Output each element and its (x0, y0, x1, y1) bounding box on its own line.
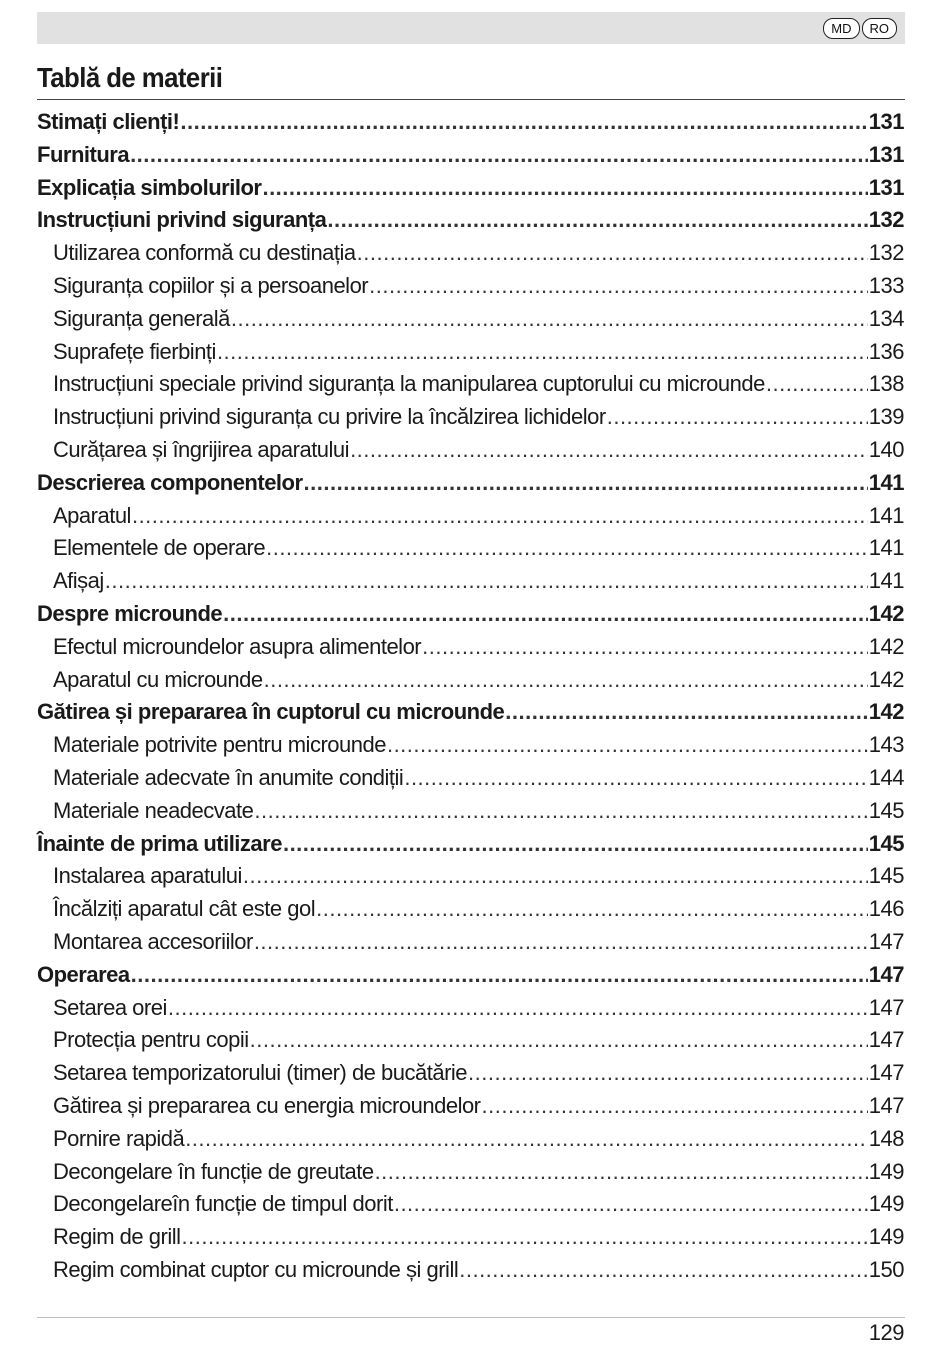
toc-entry-label: Regim combinat cuptor cu microunde și grill (53, 1256, 459, 1282)
toc-entry-page: 141 (868, 502, 904, 528)
toc-entry-label: Suprafețe fierbinți (53, 338, 216, 364)
toc-entry[interactable] (37, 434, 904, 467)
toc-entry-page: 142 (868, 600, 904, 626)
toc-entry-page: 141 (868, 469, 904, 495)
toc-entry-page: 143 (868, 732, 904, 758)
toc-dot-leader (375, 1156, 868, 1189)
toc-entry-page: 131 (868, 141, 904, 167)
toc-dot-leader (131, 959, 868, 992)
toc-entry-page: 132 (868, 207, 904, 233)
toc-dot-leader (182, 1221, 868, 1254)
toc-entry-label: Siguranța copiilor și a persoanelor (53, 272, 369, 298)
toc-entry-page: 145 (868, 797, 904, 823)
toc-entry-label: Afișaj (53, 568, 104, 594)
toc-dot-leader (185, 1123, 868, 1156)
toc-entry-label: Descrierea componentelor (37, 469, 303, 495)
toc-entry-label: Utilizarea conformă cu destinația (53, 240, 356, 266)
toc-entry[interactable] (37, 336, 904, 369)
toc-dot-leader (505, 696, 868, 729)
toc-entry-label: Curățarea și îngrijirea aparatului (53, 436, 350, 462)
toc-entry[interactable] (37, 729, 904, 762)
toc-entry[interactable] (37, 893, 904, 926)
toc-dot-leader (168, 992, 868, 1025)
toc-dot-leader (262, 172, 867, 205)
toc-entry-label: Materiale potrivite pentru microunde (53, 732, 386, 758)
toc-entry-page: 142 (868, 699, 904, 725)
toc-entry[interactable] (37, 237, 904, 270)
toc-dot-leader (283, 828, 868, 861)
toc-entry-label: Materiale neadecvate (53, 797, 254, 823)
toc-dot-leader (180, 106, 867, 139)
toc-entry-page: 145 (868, 863, 904, 889)
toc-entry[interactable] (37, 631, 904, 664)
toc-entry[interactable] (37, 1254, 904, 1287)
toc-entry-label: Aparatul (53, 502, 131, 528)
toc-entry[interactable] (37, 664, 904, 697)
toc-entry[interactable] (37, 795, 904, 828)
toc-dot-leader (105, 565, 868, 598)
toc-entry[interactable] (37, 1156, 904, 1189)
toc-entry-page: 136 (868, 338, 904, 364)
toc-entry-label: Gătirea și prepararea în cuptorul cu microunde (37, 699, 505, 725)
toc-entry-label: Elementele de operare (53, 535, 266, 561)
toc-entry-page: 147 (868, 961, 904, 987)
toc-entry[interactable] (37, 1221, 904, 1254)
toc-dot-leader (243, 860, 868, 893)
toc-entry[interactable] (37, 532, 904, 565)
language-badge-md: MD (823, 18, 859, 39)
toc-entry[interactable] (37, 1188, 904, 1221)
toc-entry-page: 134 (868, 305, 904, 331)
toc-entry-label: Stimați clienți! (37, 109, 180, 134)
toc-dot-leader (369, 270, 868, 303)
toc-entry[interactable] (37, 1123, 904, 1156)
toc-entry-page: 147 (868, 1027, 904, 1053)
toc-entry-page: 138 (868, 371, 904, 397)
toc-entry[interactable] (37, 1090, 904, 1123)
toc-entry-label: Furnitura (37, 141, 130, 167)
toc-entry-page: 147 (868, 994, 904, 1020)
page-title: Tablă de materii (37, 62, 223, 93)
toc-entry-page: 147 (868, 1060, 904, 1086)
toc-entry-label: Setarea orei (53, 994, 167, 1020)
toc-entry-page: 140 (868, 436, 904, 462)
toc-entry[interactable] (37, 926, 904, 959)
toc-entry-label: Instrucțiuni privind siguranța (37, 207, 327, 233)
toc-entry-label: Explicația simbolurilor (37, 174, 262, 200)
toc-entry-page: 144 (868, 764, 904, 790)
toc-entry-page: 149 (868, 1224, 904, 1250)
toc-entry[interactable] (37, 598, 904, 631)
toc-entry[interactable] (37, 1024, 904, 1057)
toc-dot-leader (404, 762, 867, 795)
table-of-contents (37, 106, 904, 1287)
toc-entry[interactable] (37, 467, 904, 500)
toc-entry-page: 131 (868, 109, 904, 134)
toc-dot-leader (387, 729, 868, 762)
toc-dot-leader (223, 598, 868, 631)
toc-entry[interactable] (37, 696, 904, 729)
toc-dot-leader (254, 926, 868, 959)
toc-entry-label: Înainte de prima utilizare (37, 830, 282, 856)
title-divider (37, 99, 905, 100)
toc-entry[interactable] (37, 1057, 904, 1090)
page-number: 129 (868, 1320, 904, 1345)
toc-dot-leader (316, 893, 868, 926)
toc-entry-page: 132 (868, 240, 904, 266)
toc-entry-page: 149 (868, 1191, 904, 1217)
toc-entry-label: Regim de grill (53, 1224, 181, 1250)
toc-dot-leader (250, 1024, 868, 1057)
toc-entry-label: Instalarea aparatului (53, 863, 242, 889)
footer-divider (37, 1317, 905, 1318)
toc-entry-page: 142 (868, 666, 904, 692)
toc-entry-label: Aparatul cu microunde (53, 666, 263, 692)
toc-dot-leader (482, 1090, 868, 1123)
toc-entry-label: Siguranța generală (53, 305, 230, 331)
toc-entry-label: Instrucțiuni privind siguranța cu privire la încălzirea lichidelor (53, 404, 606, 430)
toc-entry-page: 133 (868, 272, 904, 298)
toc-entry[interactable] (37, 992, 904, 1025)
toc-entry[interactable] (37, 139, 904, 172)
toc-dot-leader (468, 1057, 868, 1090)
toc-entry-label: Montarea accesoriilor (53, 928, 253, 954)
toc-dot-leader (422, 631, 868, 664)
toc-entry-page: 147 (868, 928, 904, 954)
toc-entry[interactable] (37, 500, 904, 533)
toc-entry[interactable] (37, 270, 904, 303)
toc-entry[interactable] (37, 860, 904, 893)
toc-entry[interactable] (37, 565, 904, 598)
toc-entry-label: Decongelare în funcție de greutate (53, 1158, 374, 1184)
toc-dot-leader (304, 467, 868, 500)
toc-entry-label: Operarea (37, 961, 130, 987)
toc-dot-leader (766, 368, 868, 401)
toc-entry-label: Decongelareîn funcție de timpul dorit (53, 1191, 393, 1217)
toc-entry[interactable] (37, 204, 904, 237)
toc-entry-label: Setarea temporizatorului (timer) de bucătărie (53, 1060, 468, 1086)
toc-dot-leader (394, 1188, 868, 1221)
toc-dot-leader (607, 401, 868, 434)
toc-dot-leader (266, 532, 868, 565)
toc-entry-label: Pornire rapidă (53, 1125, 185, 1151)
toc-dot-leader (217, 336, 868, 369)
toc-entry-label: Despre microunde (37, 600, 223, 626)
toc-entry-page: 146 (868, 896, 904, 922)
toc-entry[interactable] (37, 368, 904, 401)
toc-entry[interactable] (37, 828, 904, 861)
toc-dot-leader (264, 664, 868, 697)
toc-dot-leader (357, 237, 868, 270)
toc-entry[interactable] (37, 303, 904, 336)
toc-entry-label: Protecția pentru copii (53, 1027, 249, 1053)
toc-dot-leader (350, 434, 868, 467)
toc-dot-leader (459, 1254, 868, 1287)
toc-dot-leader (327, 204, 867, 237)
toc-entry-page: 147 (868, 1092, 904, 1118)
toc-entry[interactable] (37, 401, 904, 434)
language-badge-ro: RO (862, 18, 898, 39)
toc-entry-page: 141 (868, 568, 904, 594)
toc-entry[interactable] (37, 172, 904, 205)
toc-entry-page: 148 (868, 1125, 904, 1151)
toc-entry-page: 145 (868, 830, 904, 856)
toc-entry-label: Instrucțiuni speciale privind siguranța la manipularea cuptorului cu microunde (53, 371, 765, 397)
language-badges (823, 18, 897, 39)
toc-entry-label: Materiale adecvate în anumite condiții (53, 764, 404, 790)
toc-entry[interactable] (37, 762, 904, 795)
toc-entry[interactable] (37, 959, 904, 992)
toc-dot-leader (132, 500, 868, 533)
toc-entry-label: Încălziți aparatul cât este gol (53, 896, 316, 922)
toc-entry-label: Gătirea și prepararea cu energia microundelor (53, 1092, 481, 1118)
toc-entry-label: Efectul microundelor asupra alimentelor (53, 633, 422, 659)
toc-dot-leader (231, 303, 868, 336)
toc-entry-page: 150 (868, 1256, 904, 1282)
toc-entry-page: 141 (868, 535, 904, 561)
header-bar (37, 12, 905, 44)
toc-entry-page: 131 (868, 174, 904, 200)
toc-entry[interactable] (37, 106, 904, 139)
toc-dot-leader (254, 795, 867, 828)
toc-entry-page: 149 (868, 1158, 904, 1184)
toc-dot-leader (130, 139, 868, 172)
toc-entry-page: 142 (868, 633, 904, 659)
toc-entry-page: 139 (868, 404, 904, 430)
